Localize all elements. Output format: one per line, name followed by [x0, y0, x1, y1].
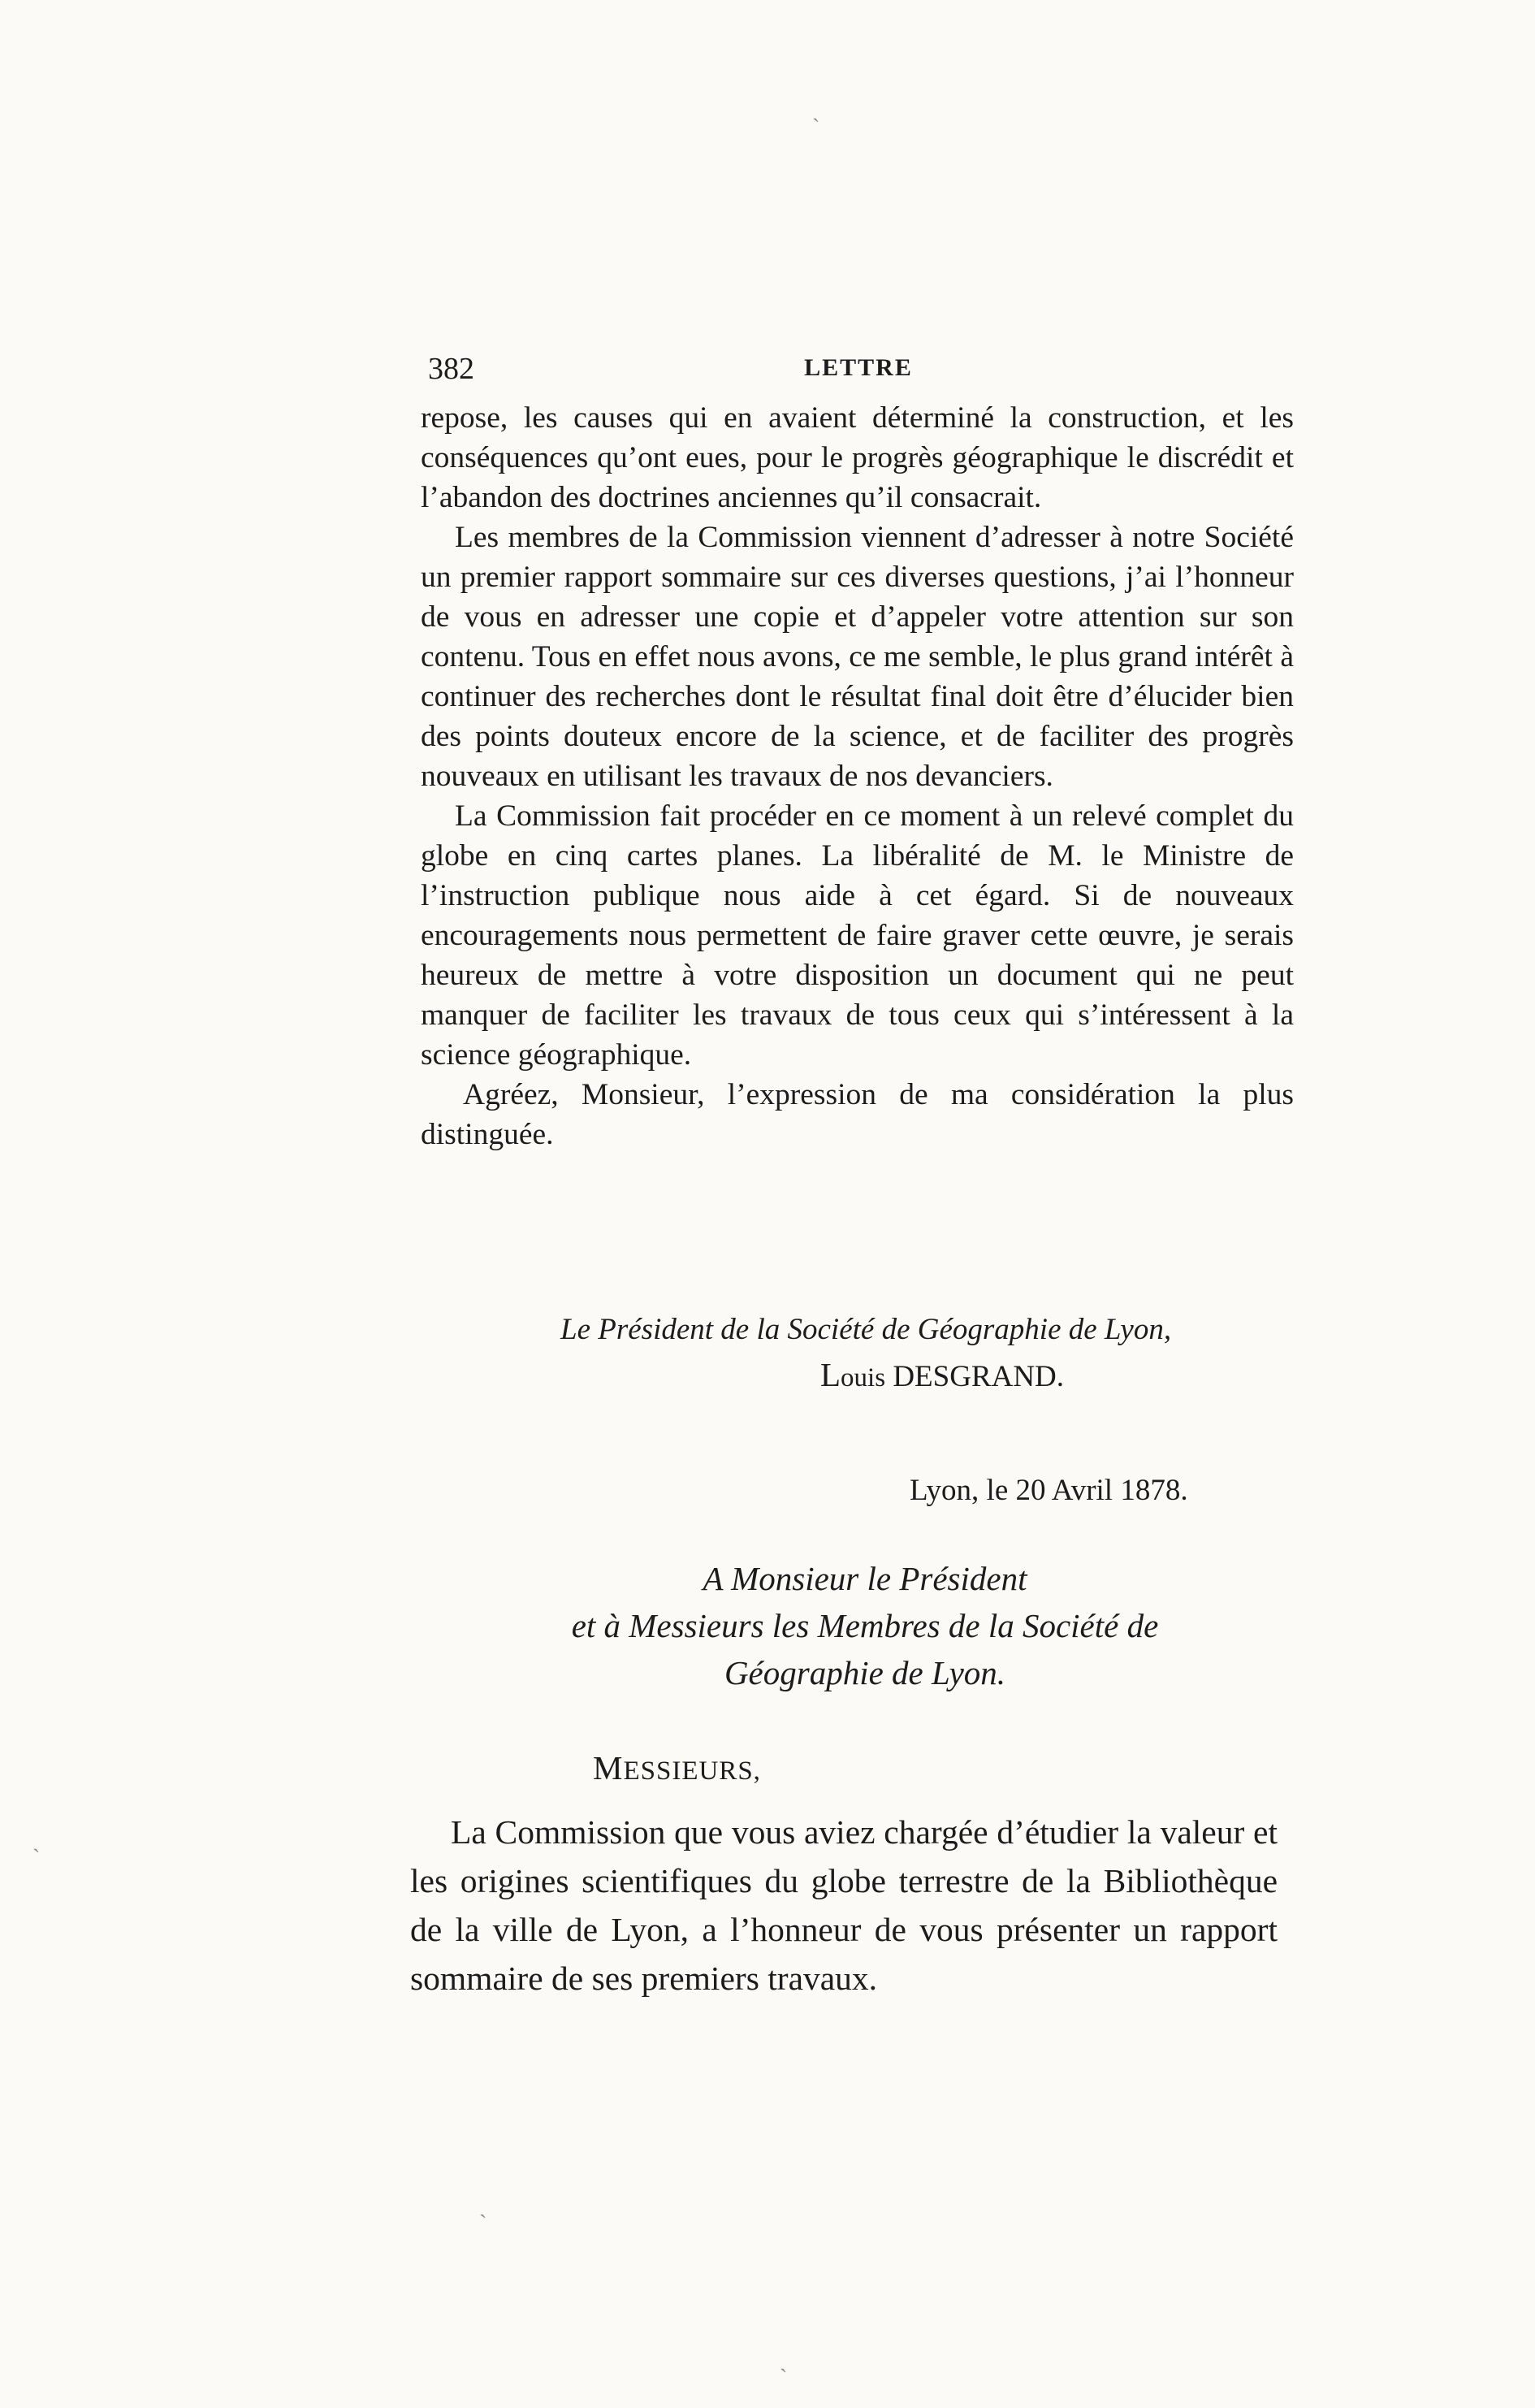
- paragraph-continuation: repose, les causes qui en avaient déterminé la construction, et les conséquences qu’ont eues, pour le progrès géographique le discrédit et l’abandon des doctrines anciennes qu’il consacrait.: [421, 401, 1294, 514]
- scan-speck: ˎ: [32, 1828, 41, 1853]
- address-block: [365, 1555, 1364, 1696]
- paragraph-closing-formula: Agréez, Monsieur, l’expression de ma considération la plus distinguée.: [421, 1078, 1294, 1151]
- signature-role: Le Président de la Société de Géographie de Lyon,: [560, 1313, 1172, 1346]
- report-paragraph: La Commission que vous aviez chargée d’étudier la valeur et les origines scientifiques du globe terrestre de la Bibliothèque de la ville de Lyon, a l’honneur de vous présenter un rapport sommaire de ses premiers travaux.: [410, 1813, 1278, 1997]
- page-header: [428, 348, 1289, 387]
- address-line-1: A Monsieur le Président: [703, 1560, 1027, 1597]
- salutation: MESSIEURS,: [593, 1749, 761, 1787]
- dateline: Lyon, le 20 Avril 1878.: [910, 1474, 1188, 1507]
- scan-speck: ˏ: [812, 97, 820, 123]
- address-line-3: Géographie de Lyon.: [724, 1654, 1006, 1691]
- paragraph-commission-report: Les membres de la Commission viennent d’adresser à notre Société un premier rapport sommaire sur ces diverses questions, j’ai l’honneur de vous en adresser une copie et d’appeler votre attention sur son contenu. Tous en effet nous avons, ce me semble, le plus grand intérêt à continuer des recherches dont le résultat final doit être d’élucider bien des points douteux encore de la science, et de faciliter des progrès nouveaux en utilisant les travaux de nos devanciers.: [421, 521, 1294, 793]
- report-body: [410, 1808, 1278, 2003]
- running-head: LETTRE: [804, 354, 913, 381]
- address-line-2: et à Messieurs les Membres de la Société de: [571, 1607, 1159, 1644]
- paragraph-relevé-du-globe: La Commission fait procéder en ce moment à un relevé complet du globe en cinq cartes planes. La libéralité de M. le Ministre de l’instruction publique nous aide à cet égard. Si de nouveaux encouragements nous permettent de faire graver cette œuvre, je serais heureux de mettre à votre disposition un document qui ne peut manquer de faciliter les travaux de tous ceux qui s’intéressent à la science géographique.: [421, 799, 1294, 1072]
- letter-body: [421, 398, 1294, 1154]
- scan-speck: ˎ: [780, 2348, 788, 2373]
- signature-name: Louis DESGRAND.: [820, 1356, 1065, 1393]
- scan-speck: ˏ: [479, 2194, 487, 2219]
- page-number: 382: [428, 352, 474, 386]
